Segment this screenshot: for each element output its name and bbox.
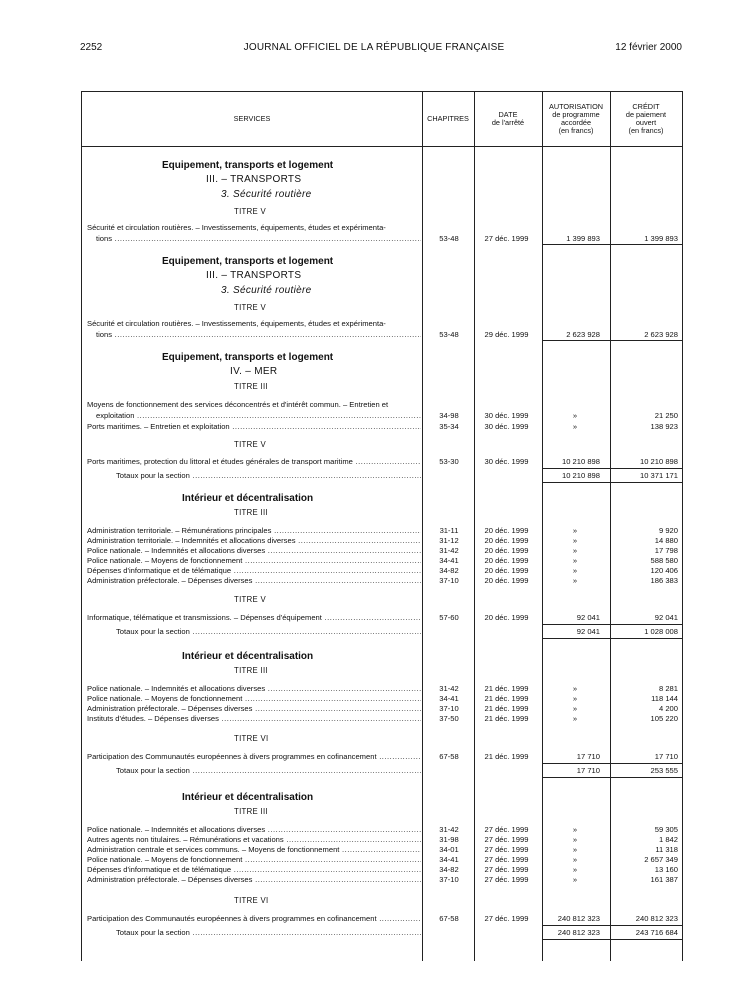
- page-number: 2252: [80, 42, 103, 53]
- section-subtitle-2: 3. Sécurité routière: [221, 285, 312, 296]
- titre-heading: TITRE III: [234, 382, 268, 391]
- rule: [542, 638, 682, 639]
- totals-row: Totaux pour la section ..... 240 812 323 243 716 684: [82, 927, 682, 938]
- rule: [542, 340, 682, 341]
- table-row: Ports maritimes. – Entretien et exploitation ..... 35-34 30 déc. 1999 » 138 923: [82, 421, 682, 432]
- table-row: Sécurité et circulation routières. – Investissements, équipements, études et expérimenta-: [87, 223, 386, 232]
- table-row: Administration territoriale. – Indemnités et allocations diverses ..... 31-12 20 déc. 1999 » 14 880: [82, 535, 682, 546]
- col-date: DATE de l'arrêté: [491, 110, 525, 127]
- totals-row: Totaux pour la section ..... 92 041 1 028 008: [82, 626, 682, 637]
- table-row: tions ..... 53-48 27 déc. 1999 1 399 893 1 399 893: [82, 233, 682, 244]
- table-row: Ports maritimes, protection du littoral et études générales de transport maritime ..... 53-30 30 déc. 1999 10 210 898 10 210 898: [82, 456, 682, 467]
- titre-heading: TITRE III: [234, 807, 268, 816]
- titre-heading: TITRE III: [234, 508, 268, 517]
- table-row: Autres agents non titulaires. – Rémunérations et vacations ..... 31-98 27 déc. 1999 » 1 842: [82, 834, 682, 845]
- table-row: exploitation ..... 34-98 30 déc. 1999 » 21 250: [82, 410, 682, 421]
- table-row: Dépenses d'informatique et de télématique ..... 34-82 27 déc. 1999 » 13 160: [82, 864, 682, 875]
- rule: [542, 925, 682, 926]
- rule: [542, 939, 682, 940]
- table-row: Administration préfectorale. – Dépenses diverses ..... 37-10 20 déc. 1999 » 186 383: [82, 575, 682, 586]
- section-subtitle: III. – TRANSPORTS: [206, 174, 302, 185]
- table-row: Police nationale. – Indemnités et allocations diverses ..... 31-42 21 déc. 1999 » 8 281: [82, 683, 682, 694]
- table-row: Police nationale. – Indemnités et allocations diverses ..... 31-42 27 déc. 1999 » 59 305: [82, 824, 682, 835]
- totals-row: Totaux pour la section ..... 17 710 253 555: [82, 765, 682, 776]
- titre-heading: TITRE III: [234, 666, 268, 675]
- totals-row: Totaux pour la section ..... 10 210 898 10 371 171: [82, 470, 682, 481]
- table-row: Sécurité et circulation routières. – Investissements, équipements, études et expérimenta-: [87, 319, 386, 328]
- section-title: Equipement, transports et logement: [162, 352, 334, 363]
- table-row: Police nationale. – Moyens de fonctionnement ..... 34-41 21 déc. 1999 » 118 144: [82, 693, 682, 704]
- rule: [542, 468, 682, 469]
- table-row: Participation des Communautés européennes à divers programmes en cofinancement ..... 67-58 27 déc. 1999 240 812 323 240 812 323: [82, 913, 682, 924]
- section-subtitle-2: 3. Sécurité routière: [221, 189, 312, 200]
- table-row: Administration territoriale. – Rémunérations principales ..... 31-11 20 déc. 1999 » 9 920: [82, 525, 682, 536]
- col-chapitres: CHAPITRES: [427, 114, 469, 123]
- table-row: Instituts d'études. – Dépenses diverses ..... 37-50 21 déc. 1999 » 105 220: [82, 713, 682, 724]
- table-row: Police nationale. – Indemnités et allocations diverses ..... 31-42 20 déc. 1999 » 17 798: [82, 545, 682, 556]
- titre-heading: TITRE V: [234, 207, 266, 216]
- titre-heading: TITRE VI: [234, 896, 269, 905]
- table-row: Police nationale. – Moyens de fonctionnement ..... 34-41 27 déc. 1999 » 2 657 349: [82, 854, 682, 865]
- col-autorisation: AUTORISATION de programme accordée (en francs): [548, 102, 604, 135]
- titre-heading: TITRE VI: [234, 734, 269, 743]
- section-title: Equipement, transports et logement: [162, 256, 334, 267]
- table-row: Moyens de fonctionnement des services déconcentrés et d'intérêt commun. – Entretien et: [87, 400, 389, 409]
- rule: [542, 244, 682, 245]
- section-title: Intérieur et décentralisation: [182, 493, 314, 504]
- table-row: Administration préfectorale. – Dépenses diverses ..... 37-10 27 déc. 1999 » 161 387: [82, 874, 682, 885]
- rule: [542, 763, 682, 764]
- table-row: Participation des Communautés européennes à divers programmes en cofinancement ..... 67-58 21 déc. 1999 17 710 17 710: [82, 751, 682, 762]
- col-credit: CRÉDIT de paiement ouvert (en francs): [625, 102, 667, 135]
- rule: [542, 482, 682, 483]
- section-subtitle: IV. – MER: [230, 366, 278, 377]
- section-title: Equipement, transports et logement: [162, 160, 334, 171]
- titre-heading: TITRE V: [234, 440, 266, 449]
- table-row: Police nationale. – Moyens de fonctionnement ..... 34-41 20 déc. 1999 » 588 580: [82, 555, 682, 566]
- table-row: Administration centrale et services communs. – Moyens de fonctionnement ..... 34-01 27 déc. 1999 » 11 318: [82, 844, 682, 855]
- section-title: Intérieur et décentralisation: [182, 792, 314, 803]
- journal-title: JOURNAL OFFICIEL DE LA RÉPUBLIQUE FRANÇAISE: [243, 42, 505, 53]
- titre-heading: TITRE V: [234, 303, 266, 312]
- budget-table: [81, 91, 683, 961]
- table-row: Informatique, télématique et transmissions. – Dépenses d'équipement ..... 57-60 20 déc. 1999 92 041 92 041: [82, 612, 682, 623]
- col-services: SERVICES: [233, 114, 271, 123]
- titre-heading: TITRE V: [234, 595, 266, 604]
- section-subtitle: III. – TRANSPORTS: [206, 270, 302, 281]
- rule: [542, 777, 682, 778]
- table-row: Administration préfectorale. – Dépenses diverses ..... 37-10 21 déc. 1999 » 4 200: [82, 703, 682, 714]
- table-row: Dépenses d'informatique et de télématique ..... 34-82 20 déc. 1999 » 120 406: [82, 565, 682, 576]
- rule: [542, 624, 682, 625]
- section-title: Intérieur et décentralisation: [182, 651, 314, 662]
- table-header: [82, 92, 682, 147]
- issue-date: 12 février 2000: [615, 42, 682, 53]
- table-row: tions ..... 53-48 29 déc. 1999 2 623 928 2 623 928: [82, 329, 682, 340]
